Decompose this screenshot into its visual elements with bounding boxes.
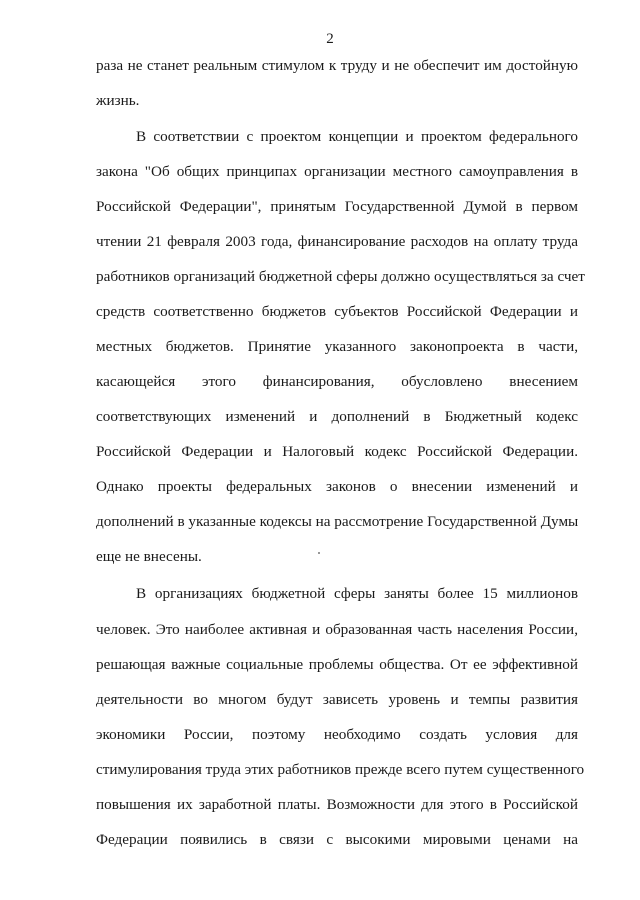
text-line: работников организаций бюджетной сферы должно осуществляться за счет bbox=[96, 268, 585, 285]
text-line: Однако проекты федеральных законов о внесении изменений и bbox=[96, 478, 578, 495]
text-line: В организациях бюджетной сферы заняты более 15 миллионов bbox=[136, 585, 578, 602]
text-line: средств соответственно бюджетов субъектов Российской Федерации и bbox=[96, 303, 578, 320]
text-line: еще не внесены. bbox=[96, 548, 202, 565]
text-line: чтении 21 февраля 2003 года, финансирование расходов на оплату труда bbox=[96, 233, 578, 250]
text-line: местных бюджетов. Принятие указанного законопроекта в части, bbox=[96, 338, 578, 355]
text-line: экономики России, поэтому необходимо создать условия для bbox=[96, 726, 578, 743]
text-line: решающая важные социальные проблемы общества. От ее эффективной bbox=[96, 656, 578, 673]
text-line: человек. Это наиболее активная и образованная часть населения России, bbox=[96, 621, 578, 638]
page-number: 2 bbox=[326, 31, 334, 47]
text-line: деятельности во многом будут зависеть уровень и темпы развития bbox=[96, 691, 578, 708]
text-line: жизнь. bbox=[96, 92, 140, 109]
text-line: соответствующих изменений и дополнений в Бюджетный кодекс bbox=[96, 408, 578, 425]
text-line: раза не станет реальным стимулом к труду и не обеспечит им достойную bbox=[96, 57, 578, 74]
text-line: дополнений в указанные кодексы на рассмотрение Государственной Думы bbox=[96, 513, 579, 530]
text-line: Российской Федерации и Налоговый кодекс Российской Федерации. bbox=[96, 443, 578, 460]
text-line: Федерации появились в связи с высокими мировыми ценами на bbox=[96, 831, 578, 848]
text-line: Российской Федерации", принятым Государственной Думой в первом bbox=[96, 198, 578, 215]
text-line: повышения их заработной платы. Возможности для этого в Российской bbox=[96, 796, 578, 813]
scan-speck bbox=[318, 552, 320, 554]
text-line: В соответствии с проектом концепции и проектом федерального bbox=[136, 128, 578, 145]
text-line: стимулирования труда этих работников прежде всего путем существенного bbox=[96, 761, 585, 778]
text-line: закона "Об общих принципах организации местного самоуправления в bbox=[96, 163, 578, 180]
text-line: касающейся этого финансирования, обусловлено внесением bbox=[96, 373, 578, 390]
